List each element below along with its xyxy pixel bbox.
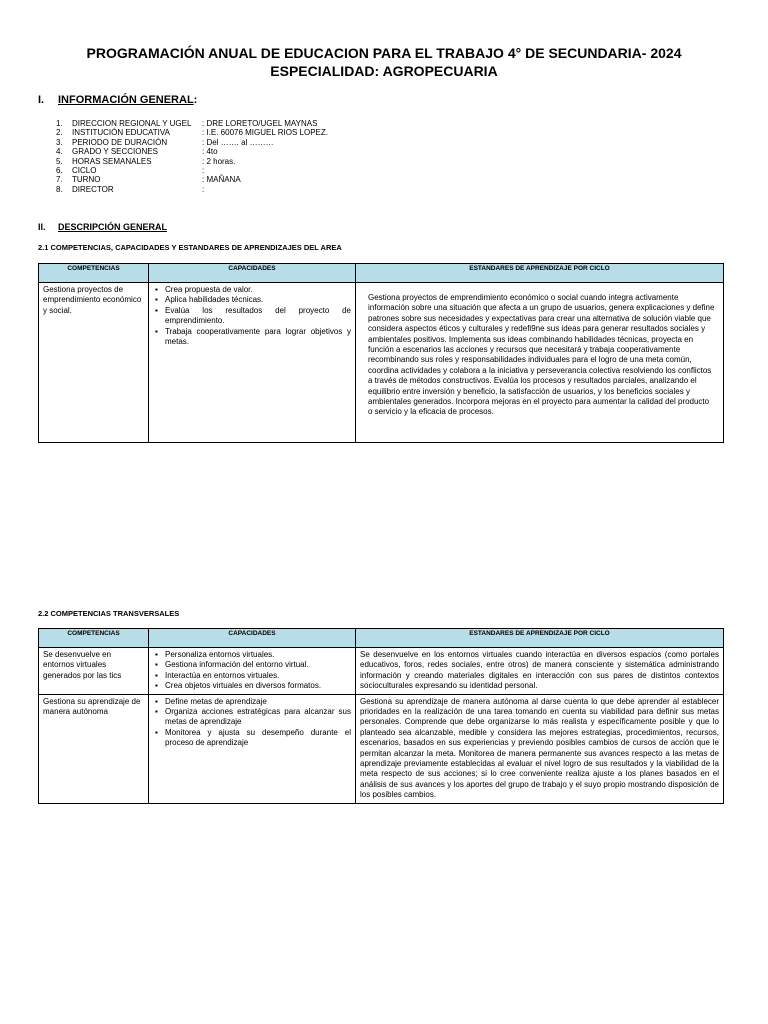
list-item: ▪ Crea propuesta de valor.: [165, 285, 351, 295]
header-capacidades: CAPACIDADES: [149, 264, 356, 283]
info-value: :: [202, 166, 205, 176]
competencia-cell: Se desenvuelve en entornos virtuales generados por las tics: [39, 648, 149, 695]
info-value: : 4to: [202, 147, 218, 157]
info-number: 6.: [56, 166, 63, 176]
section-1-colon: :: [193, 94, 198, 106]
info-row: [56, 166, 328, 175]
estandar-cell: Gestiona proyectos de emprendimiento económico o social cuando integra activamente información sobre una situación que afecta a un grupo de usuarios, genera explicaciones y define patrones sobre sus necesidades y expectativas para crear una alternativa de solución viable que considera aspectos éticos y culturales y redefi9ne sus ideas para generar resultados sociales y ambientales positivos. Implementa sus ideas combinando habilidades técnicas, proyecta en función a escenarios las acciones y recursos que necesitará y trabaja cooperativamente recombinando sus roles y responsabilidades individuales para el logro de una meta común, coordina actividades y colabora a la iniciativa y perseverancia colectiva resolviendo los conflictos a través de métodos constructivos. Evalúa los procesos y resultados parciales, analizando el equilibrio entre inversión y beneficio, la satisfacción de usuarios, y los beneficios sociales y ambientales generados. Incorpora mejoras en el proyecto para aumentar la calidad del producto o servicio y la eficacia de procesos.: [356, 283, 724, 443]
document-title: PROGRAMACIÓN ANUAL DE EDUCACION PARA EL TRABAJO 4° DE SECUNDARIA- 2024: [86, 45, 682, 61]
info-number: 4.: [56, 147, 63, 157]
list-item: ▪ Gestiona información del entorno virtual.: [165, 660, 351, 670]
estandar-cell: Se desenvuelve en los entornos virtuales cuando interactúa en diversos espacios (como portales educativos, foros, redes sociales, entre otros) de manera consciente y sistemática administrando información y creando materiales digitales en interacción con sus pares de distintos contextos socioculturales expresando su identidad personal.: [356, 648, 724, 695]
table-header-row: [39, 264, 724, 283]
estandar-cell: Gestiona su aprendizaje de manera autónoma al darse cuenta lo que debe aprender al establecer prioridades en la realización de una tarea tomando en cuenta su viabilidad para definir sus metas personales. Comprende que debe organizarse lo más realista y específicamente posible y que lo planteado sea alcanzable, medible y considera las mejores estrategias, procedimientos, recursos, escenarios, basados en sus experiencias y previendo posibles cambios de cursos de acción que le permitan alcanzar la meta. Monitorea de manera permanente sus avances respecto a las metas de aprendizaje previamente establecidas al evaluar el nivel logro de sus resultados y la viabilidad de la meta respecto de sus acciones; si lo cree conveniente realiza ajuste a los planes basados en el análisis de sus avances y los aportes del grupo de trabajo y el suyo propio mostrando disposición de los posibles cambios.: [356, 694, 724, 803]
info-key: CICLO: [72, 166, 97, 176]
info-value: : MAÑANA: [202, 175, 241, 185]
section-1-heading: [38, 94, 197, 106]
table-header-row: [39, 629, 724, 648]
info-key: HORAS SEMANALES: [72, 156, 152, 166]
section-2-label: DESCRIPCIÓN GENERAL: [58, 222, 168, 232]
info-row: [56, 175, 328, 184]
info-key: DIRECTOR: [72, 184, 114, 194]
capacidades-list: [153, 285, 351, 347]
info-row: [56, 147, 328, 156]
section-1-number: I.: [38, 94, 45, 106]
list-item: ▪ Trabaja cooperativamente para lograr objetivos y metas.: [165, 327, 351, 348]
list-item: ▪ Aplica habilidades técnicas.: [165, 295, 351, 305]
info-number: 7.: [56, 175, 63, 185]
list-item: ▪ Organiza acciones estratégicas para alcanzar sus metas de aprendizaje: [165, 707, 351, 728]
info-value: : I.E. 60076 MIGUEL RIOS LOPEZ.: [202, 128, 328, 138]
info-row: [56, 119, 328, 128]
header-estandares: ESTANDARES DE APRENDIZAJE POR CICLO: [356, 264, 724, 283]
list-item: ▪ Crea objetos virtuales en diversos formatos.: [165, 681, 351, 691]
capacidades-list: [153, 697, 351, 749]
capacidades-cell: [149, 648, 356, 695]
competencia-cell: Gestiona su aprendizaje de manera autónoma: [39, 694, 149, 803]
header-estandares: ESTANDARES DE APRENDIZAJE POR CICLO: [356, 629, 724, 648]
section-2-number: II.: [38, 222, 46, 232]
list-item: ▪ Personaliza entornos virtuales.: [165, 650, 351, 660]
header-capacidades: CAPACIDADES: [149, 629, 356, 648]
info-value: :: [202, 184, 205, 194]
info-number: 8.: [56, 184, 63, 194]
document-subtitle: ESPECIALIDAD: AGROPECUARIA: [270, 63, 498, 79]
header-competencias: COMPETENCIAS: [39, 629, 149, 648]
info-value: : Del ……. al ………: [202, 137, 274, 147]
subsection-2-1-title: 2.1 COMPETENCIAS, CAPACIDADES Y ESTANDARES DE APRENDIZAJES DEL AREA: [38, 243, 342, 252]
info-row: [56, 157, 328, 166]
list-item: ▪ Monitorea y ajusta su desempeño durante el proceso de aprendizaje: [165, 728, 351, 749]
info-key: PERIODO DE DURACIÓN: [72, 137, 168, 147]
table-row: [39, 283, 724, 443]
info-number: 2.: [56, 128, 63, 138]
table-row: [39, 694, 724, 803]
subsection-2-2-title: 2.2 COMPETENCIAS TRANSVERSALES: [38, 609, 180, 618]
list-item: ▪ Define metas de aprendizaje: [165, 697, 351, 707]
competencies-table: [38, 263, 724, 443]
section-2-heading: [38, 222, 167, 232]
info-value: : DRE LORETO/UGEL MAYNAS: [202, 119, 318, 128]
info-key: TURNO: [72, 175, 101, 185]
competencia-cell: Gestiona proyectos de emprendimiento económico y social.: [39, 283, 149, 443]
info-row: [56, 185, 328, 194]
info-key: INSTITUCIÓN EDUCATIVA: [72, 128, 170, 138]
capacidades-cell: [149, 283, 356, 443]
capacidades-cell: [149, 694, 356, 803]
header-competencias: COMPETENCIAS: [39, 264, 149, 283]
capacidades-list: [153, 650, 351, 692]
info-key: DIRECCION REGIONAL Y UGEL: [72, 119, 192, 128]
info-value: : 2 horas.: [202, 156, 236, 166]
info-number: 1.: [56, 119, 63, 128]
list-item: ▪ Interactúa en entornos virtuales.: [165, 671, 351, 681]
table-row: [39, 648, 724, 695]
info-row: [56, 128, 328, 137]
info-key: GRADO Y SECCIONES: [72, 147, 158, 157]
info-number: 5.: [56, 156, 63, 166]
general-info-list: [56, 119, 328, 194]
info-number: 3.: [56, 137, 63, 147]
list-item: ▪ Evalúa los resultados del proyecto de emprendimiento.: [165, 306, 351, 327]
transversal-competencies-table: [38, 628, 724, 804]
section-1-label: INFORMACIÓN GENERAL: [58, 94, 194, 106]
info-row: [56, 138, 328, 147]
